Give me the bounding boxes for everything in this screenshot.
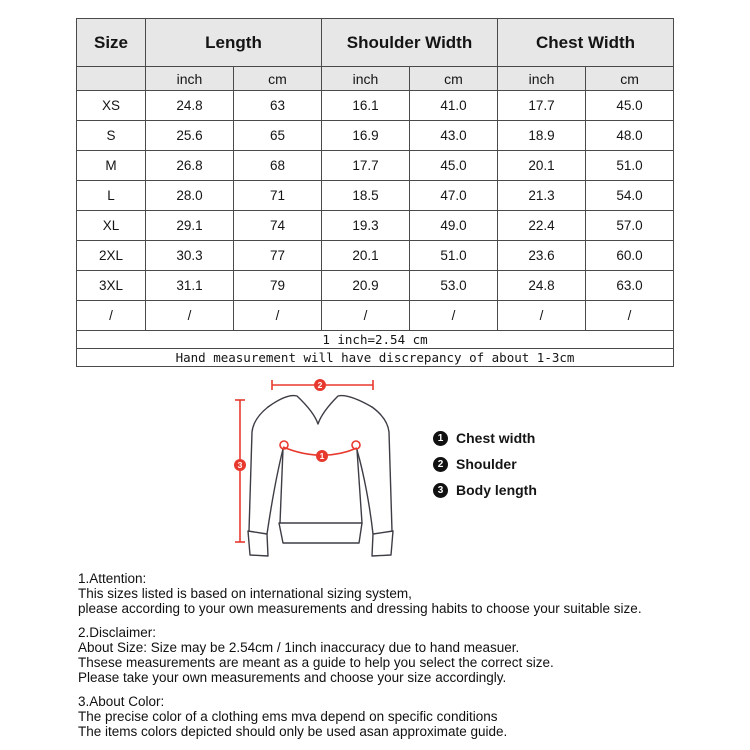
- value-cell: /: [322, 301, 410, 331]
- diagram-legend: [433, 430, 537, 508]
- section-line: This sizes listed is based on international sizing system,: [78, 586, 412, 601]
- unit-cell: inch: [146, 67, 234, 91]
- table-row-l: [77, 181, 674, 211]
- sweater-measurement-diagram: [215, 375, 415, 565]
- value-cell: 24.8: [146, 91, 234, 121]
- value-cell: 45.0: [586, 91, 674, 121]
- value-cell: 71: [234, 181, 322, 211]
- size-cell: XS: [77, 91, 146, 121]
- size-cell: 3XL: [77, 271, 146, 301]
- value-cell: 21.3: [498, 181, 586, 211]
- unit-cell: cm: [410, 67, 498, 91]
- value-cell: 19.3: [322, 211, 410, 241]
- section-line: The precise color of a clothing ems mva depend on specific conditions: [78, 709, 498, 724]
- table-row-3xl: [77, 271, 674, 301]
- size-cell: /: [77, 301, 146, 331]
- section-disclaimer: [78, 625, 718, 685]
- section-line: About Size: Size may be 2.54cm / 1inch inaccuracy due to hand measuer.: [78, 640, 520, 655]
- value-cell: 16.9: [322, 121, 410, 151]
- value-cell: 57.0: [586, 211, 674, 241]
- unit-cell: inch: [322, 67, 410, 91]
- value-cell: /: [410, 301, 498, 331]
- value-cell: 26.8: [146, 151, 234, 181]
- section-title: 3.About Color:: [78, 694, 165, 709]
- value-cell: 29.1: [146, 211, 234, 241]
- table-row-xl: [77, 211, 674, 241]
- section-line: The items colors depicted should only be used asan approximate guide.: [78, 724, 508, 739]
- value-cell: 30.3: [146, 241, 234, 271]
- value-cell: 31.1: [146, 271, 234, 301]
- table-row-m: [77, 151, 674, 181]
- value-cell: 23.6: [498, 241, 586, 271]
- table-note-measurement-discrepancy: [77, 349, 674, 367]
- value-cell: 20.1: [322, 241, 410, 271]
- value-cell: 16.1: [322, 91, 410, 121]
- value-cell: /: [586, 301, 674, 331]
- note-text: 1 inch=2.54 cm: [77, 331, 674, 349]
- legend-label: Body length: [456, 482, 537, 498]
- value-cell: 49.0: [410, 211, 498, 241]
- value-cell: 63: [234, 91, 322, 121]
- body-length-marker-num: 3: [237, 460, 243, 470]
- value-cell: /: [498, 301, 586, 331]
- table-row-2xl: [77, 241, 674, 271]
- header-chest-width: Chest Width: [498, 19, 674, 67]
- measurement-lines: [235, 380, 373, 542]
- table-row-xs: [77, 91, 674, 121]
- value-cell: /: [146, 301, 234, 331]
- legend-label: Chest width: [456, 430, 536, 446]
- legend-item-body-length: [433, 482, 537, 498]
- legend-item-chest-width: [433, 430, 537, 446]
- value-cell: 41.0: [410, 91, 498, 121]
- unit-cell: cm: [586, 67, 674, 91]
- value-cell: 17.7: [322, 151, 410, 181]
- table-row-s: [77, 121, 674, 151]
- unit-cell: inch: [498, 67, 586, 91]
- value-cell: 18.5: [322, 181, 410, 211]
- value-cell: 48.0: [586, 121, 674, 151]
- section-line: please according to your own measurements and dressing habits to choose your suitable size.: [78, 601, 642, 616]
- header-shoulder-width: Shoulder Width: [322, 19, 498, 67]
- value-cell: 63.0: [586, 271, 674, 301]
- value-cell: 51.0: [410, 241, 498, 271]
- legend-item-shoulder: [433, 456, 537, 472]
- table-note-inch-conversion: [77, 331, 674, 349]
- value-cell: 65: [234, 121, 322, 151]
- value-cell: 24.8: [498, 271, 586, 301]
- header-size: Size: [77, 19, 146, 67]
- size-cell: S: [77, 121, 146, 151]
- note-text: Hand measurement will have discrepancy of about 1-3cm: [77, 349, 674, 367]
- table-units-row: [77, 67, 674, 91]
- sweater-diagram-svg: [215, 375, 415, 565]
- value-cell: 22.4: [498, 211, 586, 241]
- size-chart-table: [76, 18, 674, 367]
- shoulder-marker-num: 2: [317, 380, 323, 390]
- value-cell: 45.0: [410, 151, 498, 181]
- value-cell: 60.0: [586, 241, 674, 271]
- value-cell: 54.0: [586, 181, 674, 211]
- value-cell: 28.0: [146, 181, 234, 211]
- value-cell: 74: [234, 211, 322, 241]
- section-line: Thsese measurements are meant as a guide to help you select the correct size.: [78, 655, 554, 670]
- section-attention: [78, 571, 718, 616]
- sweater-outline: [248, 396, 393, 556]
- table-header-row: [77, 19, 674, 67]
- size-cell: 2XL: [77, 241, 146, 271]
- value-cell: 47.0: [410, 181, 498, 211]
- unit-cell-empty: [77, 67, 146, 91]
- section-about-color: [78, 694, 718, 739]
- value-cell: 68: [234, 151, 322, 181]
- value-cell: 79: [234, 271, 322, 301]
- size-cell: XL: [77, 211, 146, 241]
- value-cell: 43.0: [410, 121, 498, 151]
- circled-number-2-icon: 2: [433, 457, 448, 472]
- value-cell: 51.0: [586, 151, 674, 181]
- section-line: Please take your own measurements and choose your size accordingly.: [78, 670, 507, 685]
- unit-cell: cm: [234, 67, 322, 91]
- value-cell: 20.9: [322, 271, 410, 301]
- circled-number-3-icon: 3: [433, 483, 448, 498]
- table-row-empty: [77, 301, 674, 331]
- value-cell: 20.1: [498, 151, 586, 181]
- value-cell: 53.0: [410, 271, 498, 301]
- value-cell: /: [234, 301, 322, 331]
- value-cell: 17.7: [498, 91, 586, 121]
- value-cell: 25.6: [146, 121, 234, 151]
- section-title: 1.Attention:: [78, 571, 147, 586]
- value-cell: 77: [234, 241, 322, 271]
- header-length: Length: [146, 19, 322, 67]
- section-title: 2.Disclaimer:: [78, 625, 157, 640]
- circled-number-1-icon: 1: [433, 431, 448, 446]
- size-cell: L: [77, 181, 146, 211]
- value-cell: 18.9: [498, 121, 586, 151]
- chest-marker-num: 1: [319, 451, 325, 461]
- legend-label: Shoulder: [456, 456, 517, 472]
- notes-block: [78, 571, 718, 748]
- size-cell: M: [77, 151, 146, 181]
